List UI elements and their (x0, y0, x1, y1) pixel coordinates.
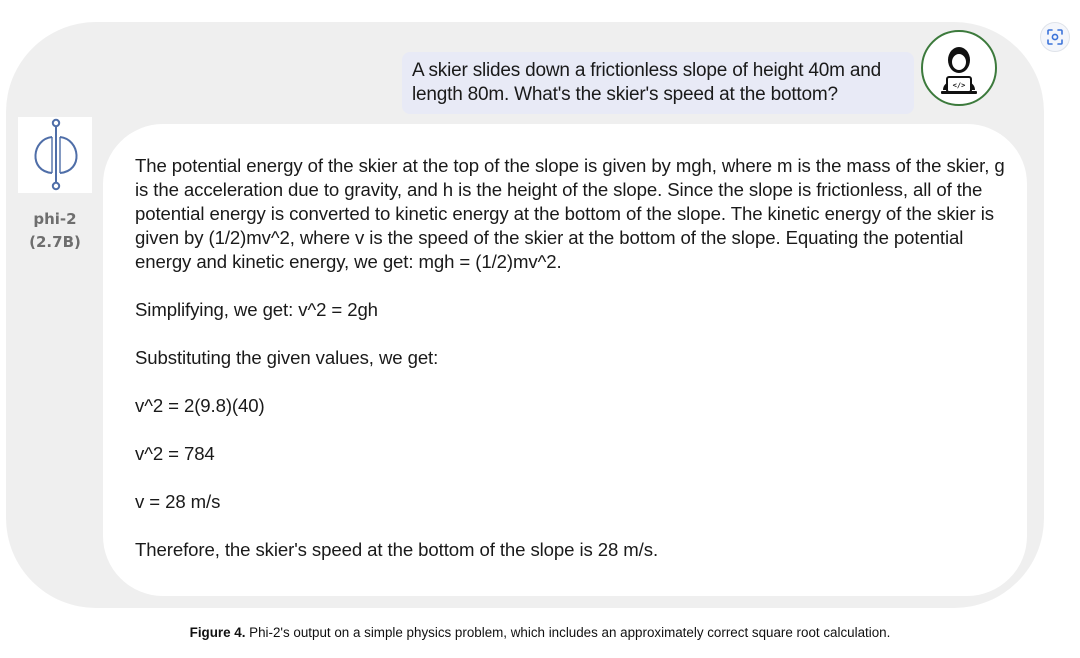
model-response-card (103, 124, 1027, 596)
response-paragraph: v^2 = 2(9.8)(40) (135, 395, 265, 416)
response-paragraph: v = 28 m/s (135, 491, 221, 512)
response-paragraph: v^2 = 784 (135, 443, 215, 464)
figure-caption (0, 625, 1080, 640)
scan-button[interactable] (1040, 22, 1070, 52)
response-paragraph: Simplifying, we get: v^2 = 2gh (135, 299, 378, 320)
user-message-text: A skier slides down a frictionless slope of height 40m and length 80m. What's the skier's speed at the bottom? (412, 60, 881, 105)
coder-avatar-icon (921, 30, 997, 106)
model-response-text (135, 154, 1015, 562)
caption-label: Figure 4. (189, 625, 246, 640)
response-paragraph: Substituting the given values, we get: (135, 347, 439, 368)
svg-text:</>: </> (952, 81, 966, 90)
user-message-bubble (402, 52, 914, 114)
caption-text: Phi-2's output on a simple physics problem, which includes an approximately correct square root calculation. (245, 625, 891, 640)
model-name: phi-2 (33, 210, 77, 228)
scan-icon (1041, 23, 1069, 51)
model-size: (2.7B) (29, 233, 81, 251)
response-paragraph: The potential energy of the skier at the top of the slope is given by mgh, where m is the mass of the skier, g is the acceleration due to gravity, and h is the height of the slope. Since the slope is frictionless, all of the potential energy is converted to kinetic energy at the bottom of the slope. The kinetic energy of the skier is given by (1/2)mv^2, where v is the speed of the skier at the bottom of the slope. Equating the potential energy and kinetic energy, we get: mgh = (1/2)mv^2. (135, 155, 1005, 272)
phi-logo-icon (18, 117, 92, 193)
response-paragraph: Therefore, the skier's speed at the bottom of the slope is 28 m/s. (135, 539, 659, 560)
